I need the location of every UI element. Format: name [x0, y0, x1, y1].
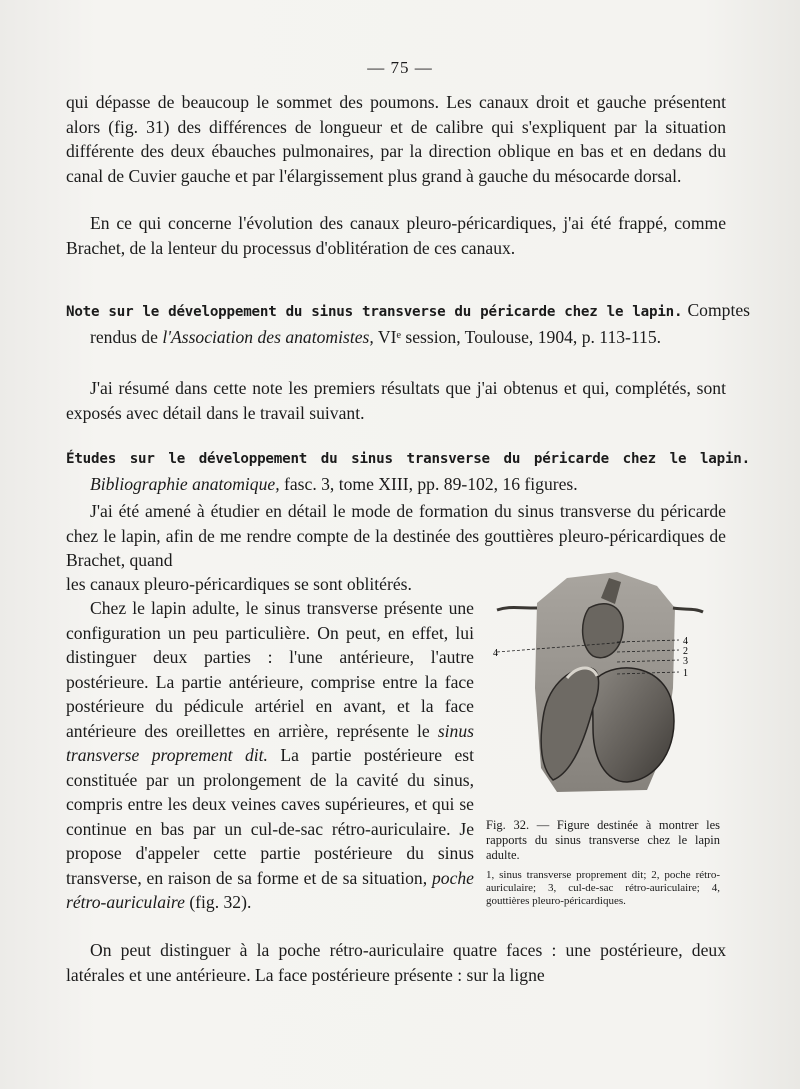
vessel-right — [673, 608, 703, 612]
figure-label-3: 3 — [683, 656, 688, 667]
note-2-title: Études sur le développement du sinus transverse du péricarde chez le lapin. — [66, 451, 750, 467]
figure-label-4-left: 4 — [493, 648, 498, 659]
figure-label-4-right: 4 — [683, 636, 688, 647]
figure-32 — [493, 568, 705, 798]
figure-caption-text: Fig. 32. — Figure destinée à montrer les rapports du sinus transverse chez le lapin adulte. — [486, 818, 720, 862]
figure-label-2: 2 — [683, 646, 688, 657]
bibliography-note-2 — [66, 445, 750, 496]
bibliography-note-1 — [66, 298, 750, 349]
para5-italic-2: poche rétro-auriculaire — [66, 867, 474, 912]
ventricle — [593, 668, 674, 782]
note-1-title: Note sur le développement du sinus transverse du péricarde chez le lapin. — [66, 304, 683, 320]
note-2-ref-b: fasc. 3, tome XIII, pp. 89-102, 16 figures. — [284, 473, 578, 494]
paragraph-lapin-adulte — [66, 596, 474, 915]
figure-32-drawing — [493, 568, 705, 798]
paragraph-etude-col: les canaux pleuro-péricardiques se sont oblitérés. — [66, 574, 412, 594]
paragraph-etude-full: J'ai été amené à étudier en détail le mode de formation du sinus transverse du péricarde chez le lapin, afin de me rendre compte de la destinée des gouttières pleuro-péricardiques de Brachet, quand — [66, 501, 726, 570]
note-1-ref-italic: l'Association des anatomistes, — [162, 326, 374, 347]
para5-text-b: La partie postérieure est constituée par un prolongement de la cavité du sinus, compris entre les deux veines caves supérieures, et qui se continue en bas par un cul-de-sac rétro-auriculaire. Je propose d'appeler cette partie postérieure du sinus transverse, en raison de sa forme et de sa situation, — [66, 745, 474, 888]
para5-text-a: Chez le lapin adulte, le sinus transverse présente une configuration un peu particulière. On peut, en effet, lui distinguer deux parties : l'une antérieure, l'autre postérieure. La partie antérieure, comprise entre la face postérieure du pédicule artériel en avant, et la face antérieure des oreillettes en arrière, représente le — [66, 598, 474, 741]
note-1-ref-a: Comptes rendus de — [90, 300, 750, 347]
note-2-ref-italic: Bibliographie anatomique, — [90, 473, 280, 494]
paragraph-quatre-faces: On peut distinguer à la poche rétro-auriculaire quatre faces : une postérieure, deux latérales et une antérieure. La face postérieure présente : sur la ligne — [66, 940, 726, 985]
paragraph-canaux: qui dépasse de beaucoup le sommet des poumons. Les canaux droit et gauche présentent alors (fig. 31) des différences de longueur et de calibre qui s'expliquent par la situation différente des deux ébauches pulmonaires, par la direction oblique en bas et en dedans du canal de Cuvier gauche et par l'élargissement plus grand à gauche du mésocarde dorsal. — [66, 92, 726, 186]
para5-text-c: (fig. 32). — [189, 892, 252, 912]
page-number: — 75 — — [367, 58, 433, 77]
figure-caption — [486, 818, 720, 908]
paragraph-evolution: En ce qui concerne l'évolution des canaux pleuro-péricardiques, j'ai été frappé, comme Brachet, de la lenteur du processus d'oblitération de ces canaux. — [66, 213, 726, 258]
paragraph-resume: J'ai résumé dans cette note les premiers résultats que j'ai obtenus et qui, complétés, sont exposés avec détail dans le travail suivant. — [66, 378, 726, 423]
note-1-ref-b: VIᵉ session, Toulouse, 1904, p. 113-115. — [377, 326, 662, 347]
figure-label-1: 1 — [683, 668, 688, 679]
figure-legend: 1, sinus transverse proprement dit; 2, poche rétro-auriculaire; 3, cul-de-sac rétro-auriculaire; 4, gouttières pleuro-péricardiques. — [486, 869, 720, 907]
para5-italic-1: sinus transverse proprement dit. — [66, 720, 474, 765]
vessel-left — [497, 608, 537, 611]
